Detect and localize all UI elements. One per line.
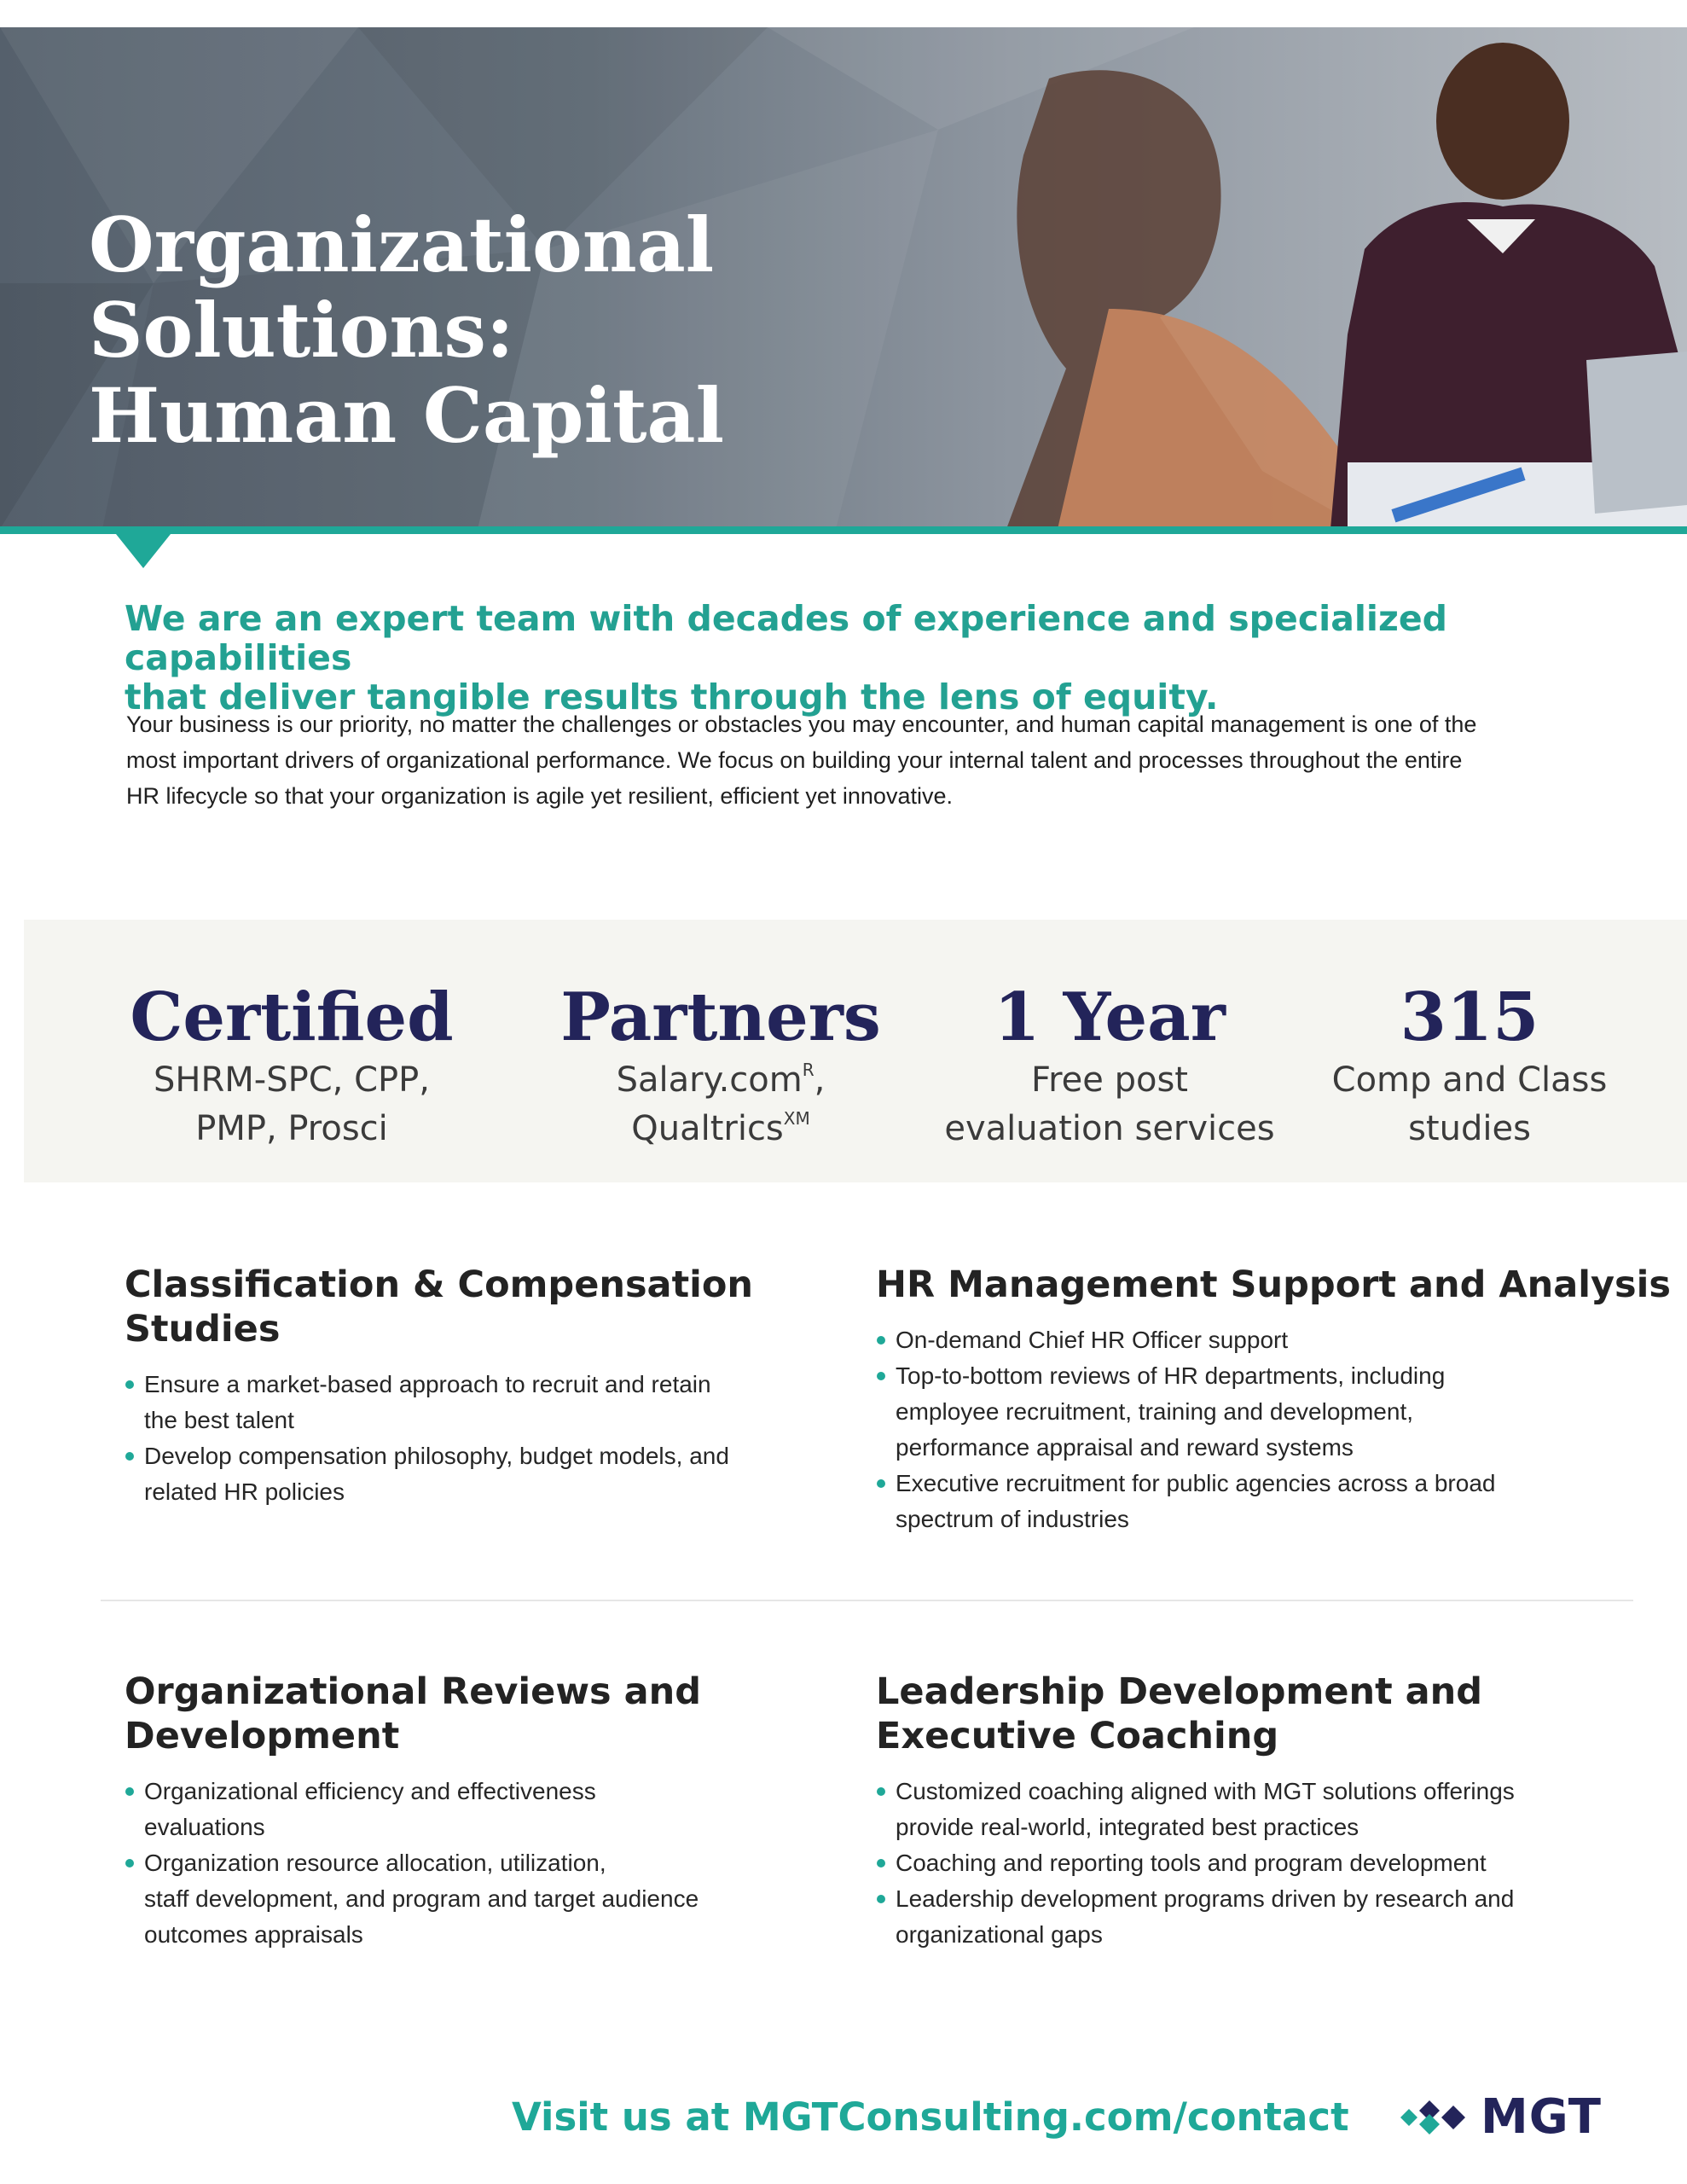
intro-headline	[125, 599, 1591, 717]
list-item-text: Executive recruitment for public agencies across a broad	[896, 1470, 1496, 1496]
logo-wordmark: MGT	[1481, 2089, 1602, 2145]
list-item	[125, 1774, 832, 1845]
section-title-line: Classification & Compensation	[125, 1263, 754, 1306]
section-organizational-reviews	[125, 1670, 832, 1953]
stat-315	[1273, 979, 1666, 1153]
list-item-text: employee recruitment, training and development,	[896, 1398, 1414, 1425]
stat-title: 315	[1400, 979, 1539, 1056]
bullet-dot-icon	[877, 1895, 885, 1903]
triangle-pointer-icon	[116, 534, 171, 568]
section-title	[876, 1263, 1671, 1307]
stat-title: Certified	[130, 979, 454, 1056]
comma: ,	[814, 1060, 826, 1100]
bullet-dot-icon	[877, 1859, 885, 1867]
section-title-line: Organizational Reviews and	[125, 1670, 702, 1713]
stat-detail: Comp and Class	[1331, 1060, 1608, 1100]
stat-one-year	[913, 979, 1306, 1153]
stat-detail	[525, 1056, 917, 1105]
list-item-text: Develop compensation philosophy, budget models, and	[144, 1443, 729, 1469]
partner-salary: Salary.com	[616, 1060, 803, 1100]
list-item-text: organizational gaps	[896, 1921, 1103, 1948]
section-title-line: Executive Coaching	[876, 1715, 1279, 1757]
bullet-list	[125, 1367, 832, 1510]
partner-qualtrics: Qualtrics	[631, 1109, 784, 1148]
bullet-dot-icon	[125, 1380, 134, 1389]
list-item-text: evaluations	[144, 1814, 265, 1840]
xm-mark: XM	[783, 1108, 810, 1129]
bullet-dot-icon	[877, 1336, 885, 1345]
registered-mark: R	[802, 1060, 815, 1080]
stat-detail: evaluation services	[944, 1109, 1275, 1148]
list-item-text: outcomes appraisals	[144, 1921, 363, 1948]
mgt-logo	[1392, 2089, 1614, 2145]
intro-headline-line-1: We are an expert team with decades of experience and specialized capabilities	[125, 598, 1447, 678]
section-leadership-development	[876, 1670, 1644, 1953]
stat-title: 1 Year	[994, 979, 1226, 1056]
list-item	[125, 1438, 832, 1510]
list-item	[125, 1845, 832, 1953]
section-title-line: Studies	[125, 1308, 281, 1350]
section-classification-compensation	[125, 1263, 832, 1510]
bullet-dot-icon	[877, 1787, 885, 1796]
list-item	[876, 1322, 1644, 1358]
stat-detail: PMP, Prosci	[195, 1109, 388, 1148]
stat-partners	[525, 979, 917, 1153]
list-item-text: Organization resource allocation, utilization,	[144, 1850, 606, 1876]
section-hr-management	[876, 1263, 1671, 1537]
bullet-dot-icon	[125, 1452, 134, 1461]
list-item	[876, 1358, 1644, 1466]
list-item-text: provide real-world, integrated best practices	[896, 1814, 1359, 1840]
stat-certified	[96, 979, 488, 1153]
list-item-text: On-demand Chief HR Officer support	[896, 1327, 1289, 1353]
list-item-text: Coaching and reporting tools and program development	[896, 1850, 1487, 1876]
section-title-line: HR Management Support and Analysis	[876, 1263, 1671, 1306]
intro-paragraph-line-2: most important drivers of organizational performance. We focus on building your internal talent and processes throughout the entire	[126, 747, 1463, 773]
section-title	[125, 1670, 832, 1758]
list-item-text: staff development, and program and target audience	[144, 1885, 699, 1912]
list-item-text: spectrum of industries	[896, 1506, 1129, 1532]
bullet-list	[125, 1774, 832, 1953]
list-item	[876, 1881, 1644, 1953]
stat-detail: Free post	[1031, 1060, 1188, 1100]
bullet-dot-icon	[877, 1372, 885, 1380]
stat-title: Partners	[560, 979, 881, 1056]
section-title-line: Development	[125, 1715, 400, 1757]
section-title	[876, 1670, 1644, 1758]
intro-paragraph	[126, 706, 1593, 814]
page-title-line-2: Human Capital	[89, 371, 724, 460]
accent-bar	[0, 526, 1687, 534]
intro-paragraph-line-1: Your business is our priority, no matter the challenges or obstacles you may encounter, and human capital management is one of the	[126, 712, 1477, 737]
section-divider	[101, 1600, 1633, 1601]
hero-banner	[0, 27, 1687, 529]
list-item-text: Customized coaching aligned with MGT solutions offerings	[896, 1778, 1515, 1804]
diamond-logo-icon	[1392, 2099, 1477, 2136]
bullet-dot-icon	[125, 1787, 134, 1796]
list-item-text: Leadership development programs driven by research and	[896, 1885, 1515, 1912]
bullet-list	[876, 1322, 1644, 1537]
list-item	[876, 1774, 1644, 1845]
bullet-dot-icon	[125, 1859, 134, 1867]
list-item-text: Ensure a market-based approach to recruit and retain	[144, 1371, 711, 1397]
list-item-text: Organizational efficiency and effectiveness	[144, 1778, 596, 1804]
section-title-line: Leadership Development and	[876, 1670, 1483, 1713]
bullet-dot-icon	[877, 1479, 885, 1488]
stat-detail: studies	[1408, 1109, 1531, 1148]
section-title	[125, 1263, 832, 1351]
list-item	[876, 1466, 1644, 1537]
list-item	[125, 1367, 832, 1438]
contact-link[interactable]: Visit us at MGTConsulting.com/contact	[512, 2094, 1349, 2140]
stat-detail: SHRM-SPC, CPP,	[154, 1060, 430, 1100]
stat-detail	[525, 1105, 917, 1153]
intro-headline-line-2: that deliver tangible results through the lens of equity.	[125, 677, 1219, 717]
list-item	[876, 1845, 1644, 1881]
bullet-list	[876, 1774, 1644, 1953]
list-item-text: performance appraisal and reward systems	[896, 1434, 1354, 1461]
list-item-text: related HR policies	[144, 1478, 345, 1505]
page-title	[89, 202, 1112, 458]
intro-paragraph-line-3: HR lifecycle so that your organization is agile yet resilient, efficient yet innovative.	[126, 783, 953, 809]
list-item-text: the best talent	[144, 1407, 294, 1433]
page-title-line-1: Organizational Solutions:	[89, 200, 715, 375]
list-item-text: Top-to-bottom reviews of HR departments, including	[896, 1362, 1446, 1389]
